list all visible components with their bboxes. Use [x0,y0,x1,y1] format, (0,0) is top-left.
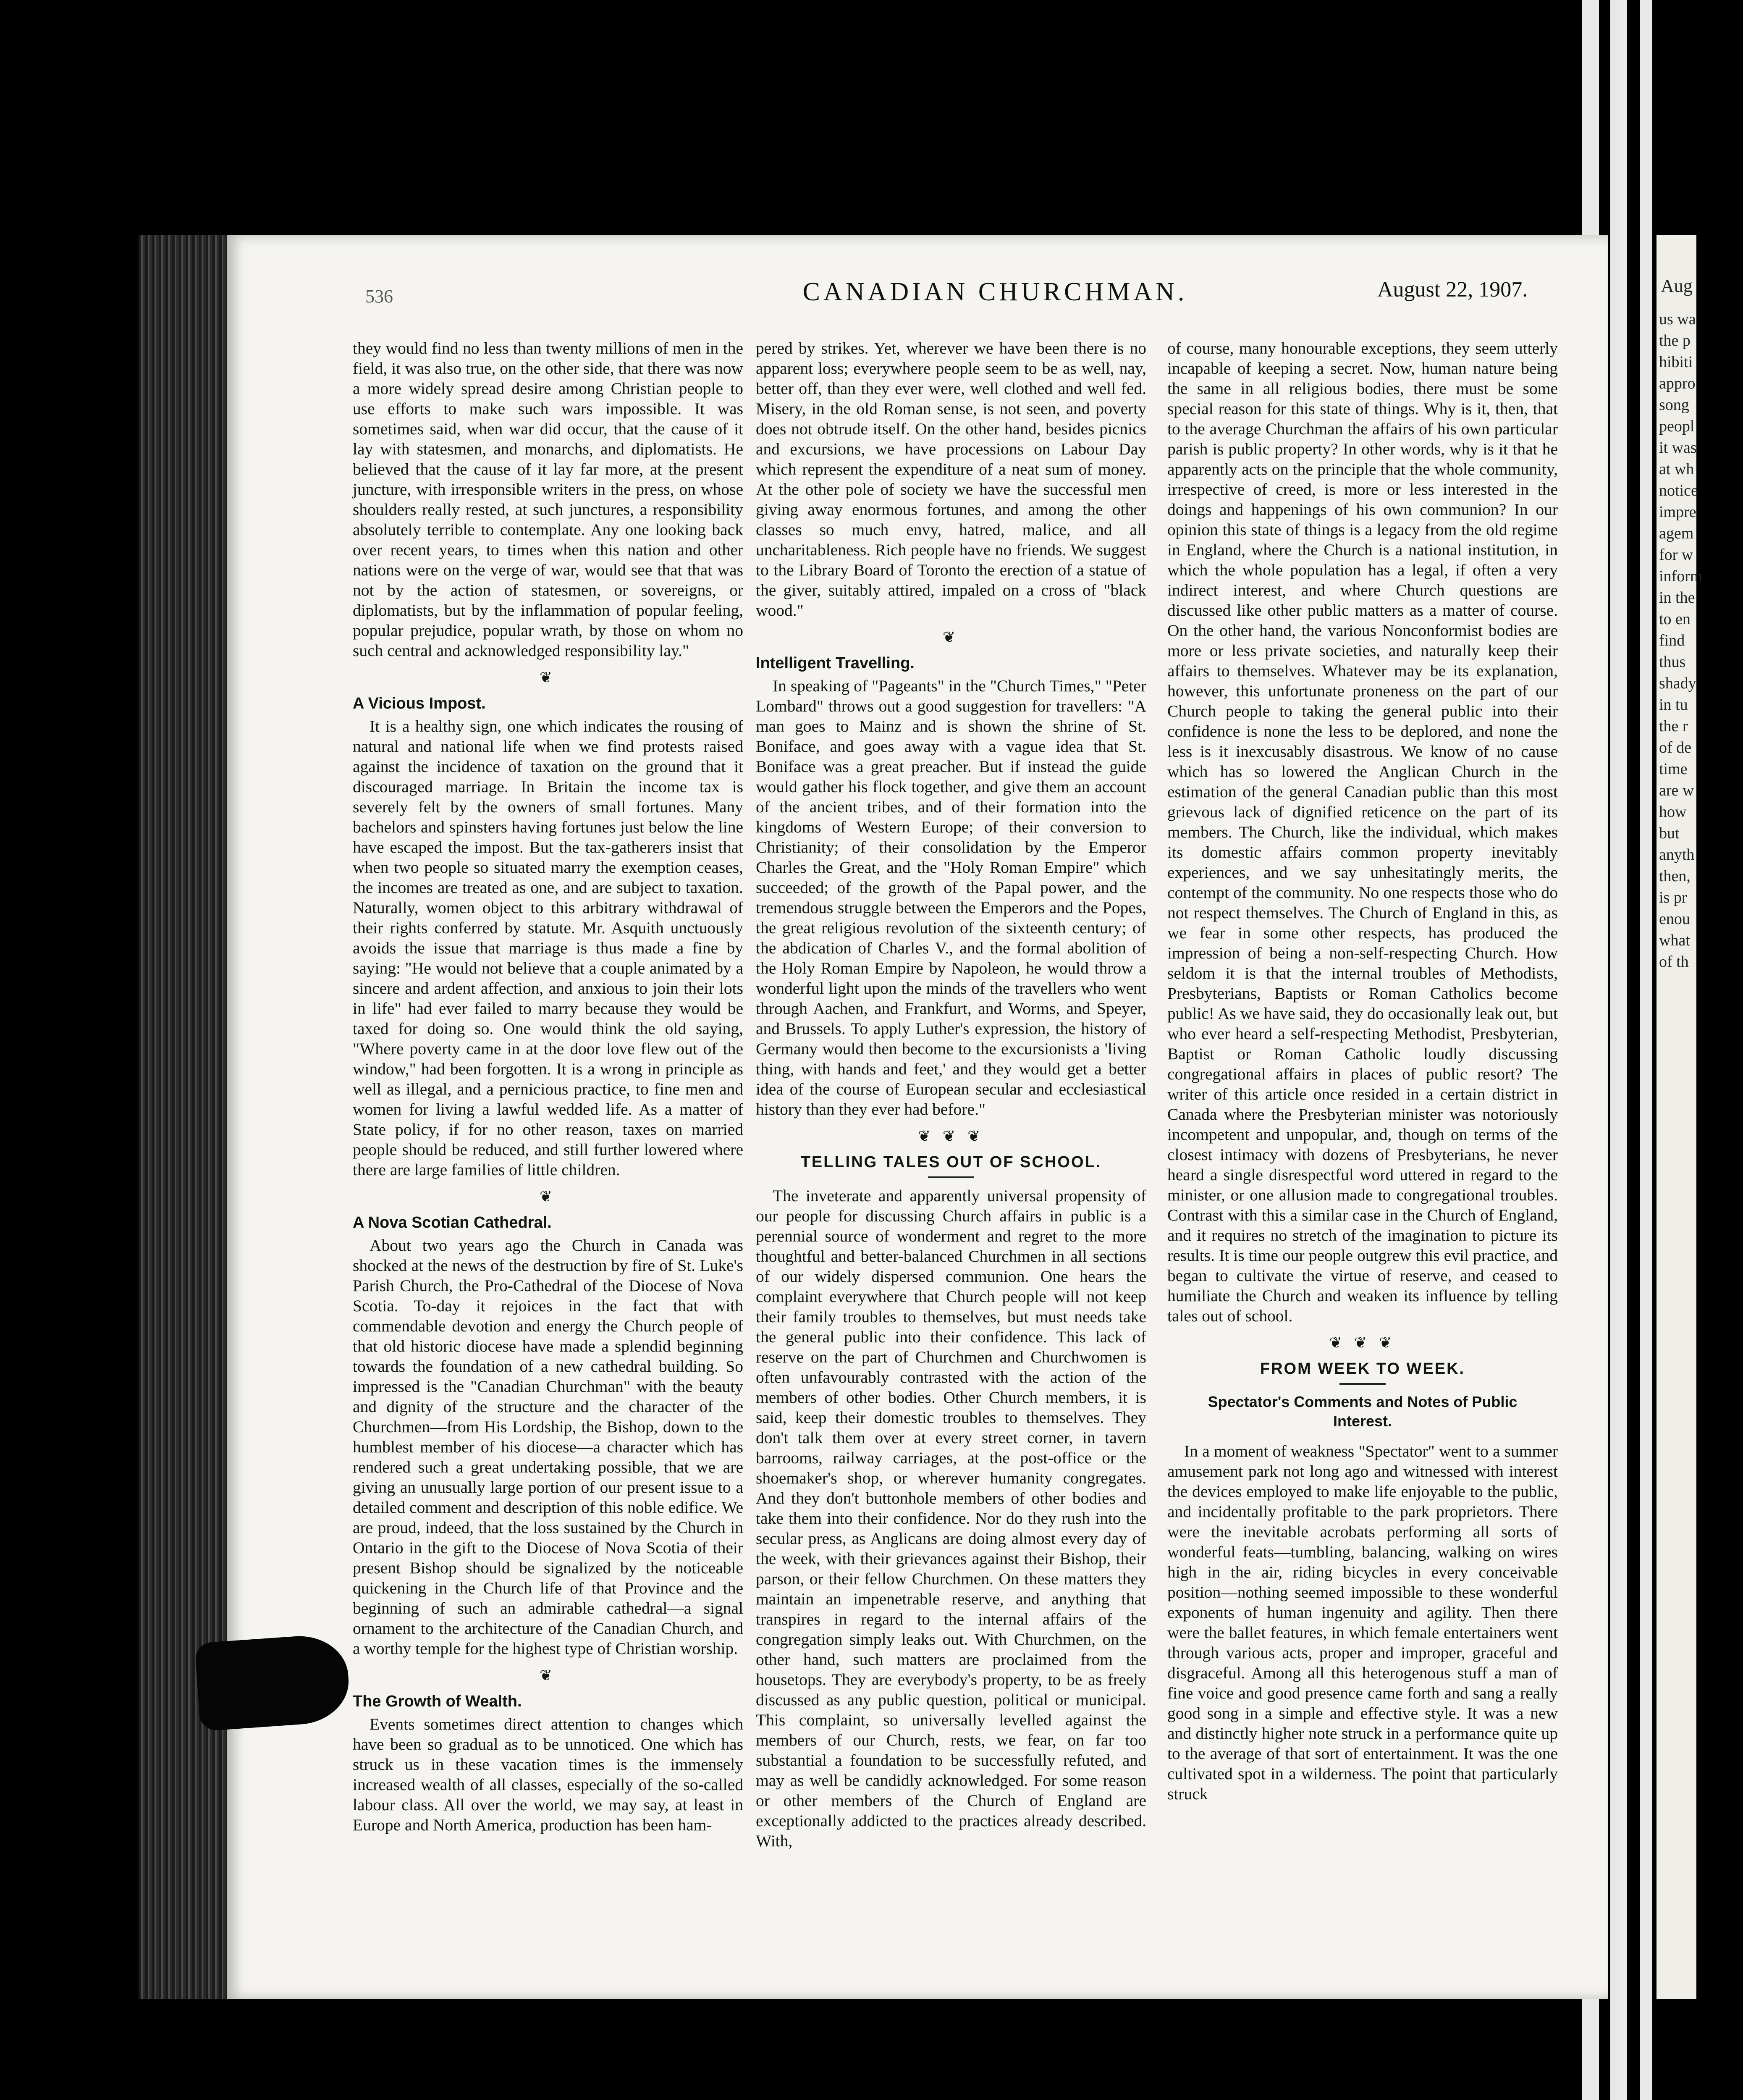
section-ornament: ❦ [942,629,960,646]
article-continuation: pered by strikes. Yet, wherever we have been there is no apparent loss; everywhere people seem to be as well, nay, better off, than they ever were, well clothed and well fed. Misery, in the old Roman sense, is not seen, and poverty does not obtrude itself. On the other hand, besides picnics and excursions, we have processions on Labour Day which represent the expenditure of a neat sum of money. At the other pole of society we have the successful men giving away enormous fortunes, and among the other classes so much envy, hatred, malice, and all uncharitableness. Rich people have no friends. We suggest to the Library Board of Toronto the erection of a statue of the giver, suitably attired, impaled on a cross of "black wood." [756,339,1146,620]
column-1 [353,338,743,1835]
column-3 [1167,338,1558,1804]
section-heading: A Vicious Impost. [353,695,486,712]
section-ornament: ❦ [539,1188,557,1205]
section-ornament: ❦ [539,1667,557,1684]
section-body: In speaking of "Pageants" in the "Church Times," "Peter Lombard" throws out a good suggestion for travellers: "A man goes to Mainz and is shown the shrine of St. Boniface, and goes away with a vague idea that St. Boniface was a great preacher. But if instead the guide would gather his flock together, and give them an account of the ancient tribes, and of their formation into the kingdoms of Western Europe; of their conversion to Christianity; of their consolidation by the Emperor Charles the Great, and the "Holy Roman Empire" which succeeded; of the growth of the Papal power, and the tremendous struggle between the Emperors and the Popes, the great religious revolution of the sixteenth century; of the abdication of Charles V., and the formal abolition of the Holy Roman Empire by Napoleon, he would throw a wonderful light upon the minds of the travellers who went through Aachen, and Frankfurt, and Worms, and Speyer, and Brussels. To apply Luther's expression, the history of Germany would then become to the excursionists a 'living thing, with hands and feet,' and they would get a better idea of the course of European secular and ecclesiastical history than they ever had before." [756,677,1146,1118]
facing-page-text: us wa the p hibiti appro song peopl it was at wh notice impre agem for w inform in the to en find thus shady in tu the r of de time are w how but anyth then, is pr enou what of th [1659,310,1703,971]
facing-page-header: Aug [1661,276,1693,296]
page-header [227,277,1608,315]
section-heading: The Growth of Wealth. [353,1693,522,1710]
article-headline: TELLING TALES OUT OF SCHOOL. [800,1153,1102,1171]
section-ornament: ❦ ❦ ❦ [917,1128,985,1144]
section-body: It is a healthy sign, one which indicates the rousing of natural and national life when we find protests raised against the incidence of taxation on the ground that it discouraged marriage. In Britain the income tax is severely felt by the owners of small fortunes. Many bachelors and spinsters having fortunes just below the line have escaped the impost. But the tax-gatherers insist that when two people so situated marry the exemption ceases, the incomes are treated as one, and are subject to taxation. Naturally, women object to this arbitrary withdrawal of their rights conferred by statute. Mr. Asquith unctuously avoids the issue that marriage is thus made a fine by saying: "He would not believe that a couple animated by a sincere and ardent affection, and anxious to join their lots in life" had ever failed to marry because they would be taxed for doing so. One would think the old saying, "Where poverty came in at the door love flew out of the window," had been forgotten. It is a wrong in principle as well as illegal, and a pernicious practice, to fine men and women for living a lawful wedded life. As a matter of State policy, if for no other reason, taxes on married people should be reduced, and still further lowered where there are large families of little children. [353,717,743,1179]
section-body: About two years ago the Church in Canada was shocked at the news of the destruction by fire of St. Luke's Parish Church, the Pro-Cathedral of the Diocese of Nova Scotia. To-day it rejoices in the fact that with commendable devotion and energy the Church people of that old historic diocese have made a splendid beginning towards the foundation of a new cathedral building. So impressed is the "Canadian Churchman" with the beauty and dignity of the structure and the character of the Churchmen—from His Lordship, the Bishop, down to the humblest member of his diocese—a character which has rendered such a great undertaking possible, that we are giving an unusually large portion of our present issue to a detailed comment and description of this noble edifice. We are proud, indeed, that the loss sustained by the Church in Ontario in the gift to the Diocese of Nova Scotia of their present Bishop should be signalized by the noticeable quickening in the Church life of that Province and the beginning of such an admirable cathedral—a signal ornament to the architecture of the Canadian Church, and a worthy temple for the highest type of Christian worship. [353,1236,743,1658]
masthead-title: CANADIAN CHURCHMAN. [802,278,1188,306]
issue-date: August 22, 1907. [1377,278,1528,302]
section-body: Events sometimes direct attention to changes which have been so gradual as to be unnoticed. One which has struck us in these vacation times is the immensely increased wealth of all classes, especially of the so-called labour class. All over the world, we may say, at least in Europe and North America, production has been ham- [353,1715,743,1834]
section-ornament: ❦ ❦ ❦ [1329,1334,1396,1351]
headline-rule [928,1176,974,1178]
section-body: In a moment of weakness "Spectator" went to a summer amusement park not long ago and witnessed with interest the devices employed to make life enjoyable to the public, and incidentally profitable to the park proprietors. There were the inevitable acrobats performing all sorts of wonderful feats—tumbling, balancing, walking on wires high in the air, riding bicycles in every conceivable position—nothing seemed impossible to these wonderful exponents of human ingenuity and agility. Then there were the ballet features, in which female entertainers went through various acts, proper and improper, graceful and disgraceful. Among all this heterogenous stuff a man of fine voice and good presence came forth and sang a really good song in a simple and effective style. It was a new and distinctly higher note struck in a performance quite up to the average of that sort of entertainment. It was the one cultivated spot in a wilderness. The point that particularly struck [1167,1442,1558,1803]
facing-page-fragment [1657,235,1703,1999]
section-body: The inveterate and apparently universal propensity of our people for discussing Church affairs in public is a perennial source of wonderment and regret to the more thoughtful and better-balanced Churchmen in all sections of our widely dispersed communion. One hears the complaint everywhere that Church people will not keep their family troubles to themselves, but must needs take the general public into their confidence. This lack of reserve on the part of Churchmen and Churchwomen is often unfavourably contrasted with the action of the members of other bodies. Other Church members, it is said, keep their domestic troubles to themselves. They don't talk them over at every street corner, in tavern barrooms, railway carriages, at the post-office or the shoemaker's shop, or wherever humanity congregates. And they don't buttonhole members of other bodies and take them into their confidence. Nor do they rush into the secular press, as Anglicans are doing almost every day of the week, with their grievances against their Bishop, their parson, or their fellow Churchmen. On these matters they maintain an impenetrable reserve, and anything that transpires in regard to the internal affairs of the congregation simply leaks out. With Churchmen, on the other hand, such matters are proclaimed from the housetops. They are everybody's property, to be as freely discussed as any public question, political or municipal. This complaint, so universally levelled against the members of our Church, rests, we fear, on far too substantial a foundation to be successfully refuted, and may as well be candidly acknowledged. For some reason or other members of the Church of England are exceptionally addicted to the practices already described. With, [756,1186,1146,1850]
article-continuation: of course, many honourable exceptions, they seem utterly incapable of keeping a secret. Now, human nature being the same in all religious bodies, there must be some special reason for this state of things. Why is it, then, that to the average Churchman the affairs of his own particular parish is public property? In other words, why is it that he apparently acts on the principle that the whole community, irrespective of creed, is more or less interested in the doings and happenings of his own communion? In our opinion this state of things is a legacy from the old regime in England, where the Church is a national institution, in which the whole population has a legal, if often a very indirect interest, and where Church questions are discussed like other public matters as a matter of course. On the other hand, the various Nonconformist bodies are more or less private societies, and naturally keep their affairs to themselves. Whatever may be its explanation, however, this unfortunate proneness on the part of our Church people to taking the general public into their confidence is none the less to be deplored, and none the less is it inexcusably disastrous. We know of no cause which has so lowered the Anglican Church in the estimation of the general Canadian public than this most grievous lack of dignified reticence on the part of its members. The Church, like the individual, which makes its domestic affairs common property inevitably experiences, and we say unhesitatingly merits, the contempt of the community. No one respects those who do not respect themselves. The Church of England in this, as we fear in some other respects, has produced the impression of being a non-self-respecting Church. How seldom it is that the internal troubles of Methodists, Presbyterians, Baptists or Roman Catholics become public! As we have said, they do occasionally leak out, but who ever heard a self-respecting Methodist, Presbyterian, Baptist or Roman Catholic loudly discussing congregational affairs in places of public resort? The writer of this article once resided in a certain district in Canada where the Presbyterian minister was notoriously incompetent and unpopular, and, though on terms of the closest intimacy with dozens of Presbyterians, he never heard a single disrespectful word uttered in regard to the minister, or one allusion made to congregational troubles. Contrast with this a similar case in the Church of England, and it requires no stretch of the imagination to picture its results. It is time our people outgrew this evil practice, and began to cultivate the virtue of reserve, and ceased to humiliate the Church and weaken its influence by telling tales out of school. [1167,339,1558,1325]
article-headline: FROM WEEK TO WEEK. [1260,1360,1465,1378]
section-ornament: ❦ [539,669,557,686]
book-binding-edge [139,235,239,1999]
column-2 [756,338,1146,1851]
section-heading: A Nova Scotian Cathedral. [353,1214,552,1231]
newspaper-page [227,235,1608,1999]
scanner-clip-bar [1640,0,1652,2100]
article-subheadline: Spectator's Comments and Notes of Public Interest. [1208,1393,1518,1430]
section-heading: Intelligent Travelling. [756,654,915,672]
article-continuation: they would find no less than twenty millions of men in the field, it was also true, on the other side, that there was now a more widely spread desire among Christian people to use efforts to make such wars impossible. It was sometimes said, when war did occur, that the cause of it lay with statesmen, and monarchs, and diplomatists. He believed that the cause of it lay far more, at the present juncture, with irresponsible writers in the press, on whose shoulders really rested, at such junctures, a responsibility absolutely terrible to contemplate. Any one looking back over recent years, to times when this nation and other nations were on the verge of war, would see that that was not by the action of statesmen, or sovereigns, or diplomatists, but by the inflammation of popular feeling, popular prejudice, popular wrath, by those on whom no such central and acknowledged responsibility lay." [353,339,743,660]
page-number: 536 [365,286,393,307]
scanner-clip-bar [1610,0,1627,2100]
headline-rule [1339,1383,1386,1385]
